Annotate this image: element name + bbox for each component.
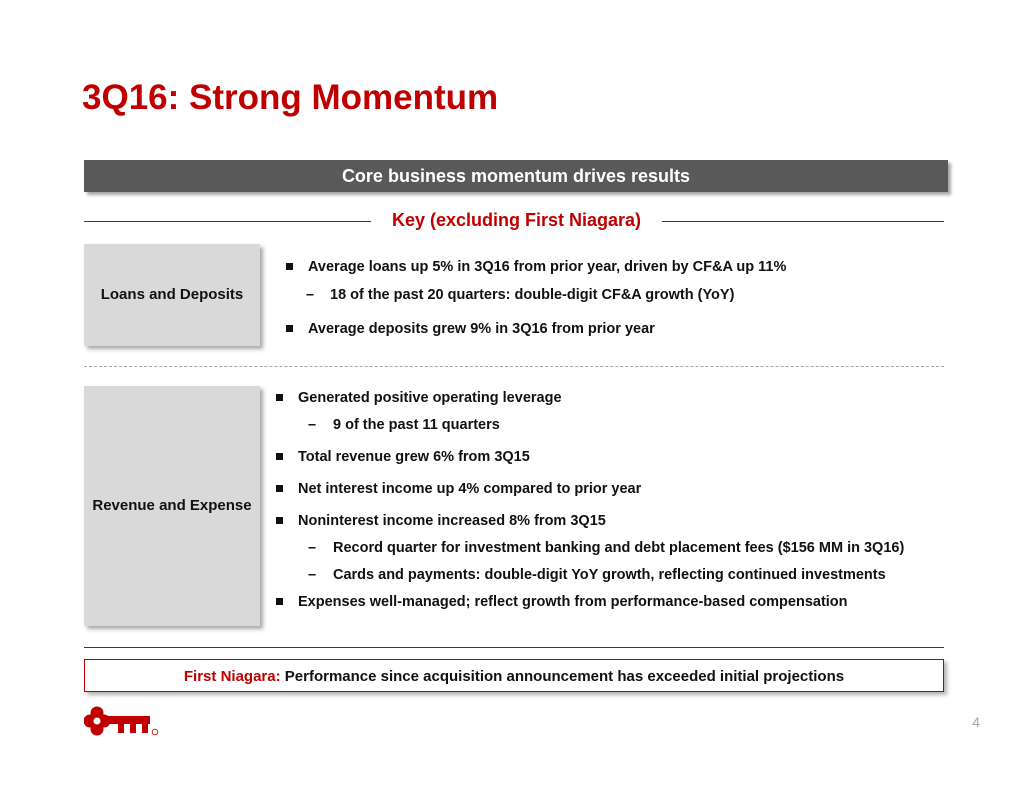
bullet-item: Average loans up 5% in 3Q16 from prior year, driven by CF&A up 11% xyxy=(284,258,944,276)
sub-bullet-item: – Cards and payments: double-digit YoY growth, reflecting continued investments xyxy=(274,566,893,584)
sub-bullet-item: – 9 of the past 11 quarters xyxy=(274,416,964,434)
bullet-item: Noninterest income increased 8% from 3Q15 xyxy=(274,512,964,530)
sub-bullet-item: – 18 of the past 20 quarters: double-digit CF&A growth (YoY) xyxy=(284,286,944,304)
key-label: Key (excluding First Niagara) xyxy=(391,210,642,230)
key-icon xyxy=(84,706,160,741)
callout-box xyxy=(84,659,944,692)
section-divider xyxy=(84,366,944,367)
bullet-item: Total revenue grew 6% from 3Q15 xyxy=(274,448,964,466)
bullet-item: Generated positive operating leverage xyxy=(274,389,964,407)
callout-text: Performance since acquisition announcement has exceeded initial projections xyxy=(280,668,845,685)
divider-left xyxy=(84,221,371,222)
bullet-list-revenue-expense xyxy=(274,386,964,611)
divider-right xyxy=(662,221,944,222)
bottom-divider xyxy=(84,647,944,648)
bullet-item: Expenses well-managed; reflect growth from performance-based compensation xyxy=(274,593,964,611)
section-label-revenue-expense: Revenue and Expense xyxy=(84,386,260,626)
sub-bullet-item: – Record quarter for investment banking and debt placement fees ($156 MM in 3Q16) xyxy=(274,539,964,557)
page-number: 4 xyxy=(972,714,980,730)
bullet-item: Net interest income up 4% compared to prior year xyxy=(274,480,964,498)
section-label-loans-deposits: Loans and Deposits xyxy=(84,244,260,346)
banner: Core business momentum drives results xyxy=(84,160,948,192)
key-header xyxy=(84,208,944,236)
page-title: 3Q16: Strong Momentum xyxy=(82,78,499,117)
bullet-item: Average deposits grew 9% in 3Q16 from prior year xyxy=(284,320,944,338)
callout-lead: First Niagara: xyxy=(183,668,281,685)
bullet-list-loans-deposits xyxy=(284,258,944,338)
